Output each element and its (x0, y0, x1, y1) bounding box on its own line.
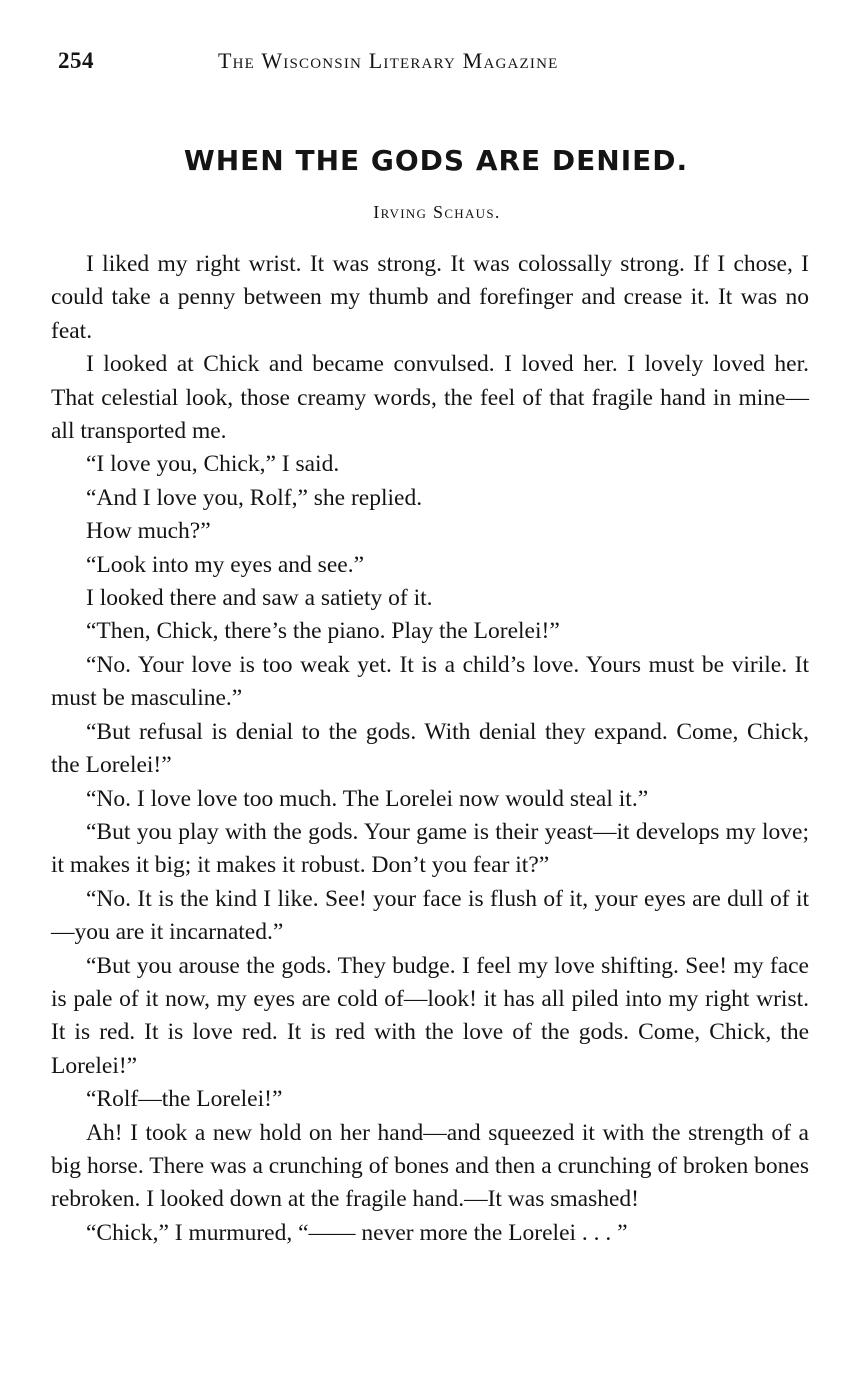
paragraph: “But refusal is denial to the gods. With denial they expand. Come, Chick, the Lorelei!” (51, 718, 809, 779)
paragraph: “But you play with the gods. Your game is their yeast—it develops my love; it makes it big; it makes it robust. Don’t you fear it?” (51, 818, 809, 879)
author-byline: Irving Schaus. (373, 202, 501, 222)
paragraph: I looked there and saw a satiety of it. (86, 585, 433, 612)
page-number: 254 (58, 48, 94, 73)
paragraph: I looked at Chick and became convulsed. I loved her. I lovely loved her. That celestial look, those creamy words, the feel of that fragile hand in mine—all transported me. (51, 351, 809, 445)
paragraph: “Then, Chick, there’s the piano. Play the Lorelei!” (86, 618, 560, 645)
paragraph: Ah! I took a new hold on her hand—and squeezed it with the strength of a big horse. There was a crunching of bones and then a crunching of broken bones rebroken. I looked down at the fragile hand.—It was smashed! (51, 1119, 809, 1213)
magazine-title: The Wisconsin Literary Magazine (218, 48, 559, 73)
paragraph: How much?” (86, 518, 211, 545)
paragraph: “But you arouse the gods. They budge. I feel my love shifting. See! my face is pale of it now, my eyes are cold of—look! it has all piled into my right wrist. It is red. It is love red. It is red with the love of the gods. Come, Chick, the Lorelei!” (51, 952, 809, 1079)
paragraph: “Look into my eyes and see.” (86, 551, 364, 578)
paragraph: I liked my right wrist. It was strong. It was colossally strong. If I chose, I could take a penny between my thumb and forefinger and crease it. It was no feat. (51, 251, 809, 344)
paragraph: “I love you, Chick,” I said. (86, 451, 340, 478)
paragraph: “No. It is the kind I like. See! your face is flush of it, your eyes are dull of it—you are it incarnated.” (51, 885, 809, 946)
running-head (58, 48, 797, 78)
story-body (45, 248, 815, 1250)
paragraph: “And I love you, Rolf,” she replied. (86, 484, 423, 511)
story-title: WHEN THE GODS ARE DENIED. (183, 144, 689, 177)
paragraph: “No. I love love too much. The Lorelei now would steal it.” (86, 785, 649, 812)
paragraph: “No. Your love is too weak yet. It is a child’s love. Yours must be virile. It must be masculine.” (51, 651, 809, 712)
paragraph: “Chick,” I murmured, “—— never more the Lorelei . . . ” (86, 1219, 628, 1246)
paragraph: “Rolf—the Lorelei!” (86, 1086, 283, 1113)
